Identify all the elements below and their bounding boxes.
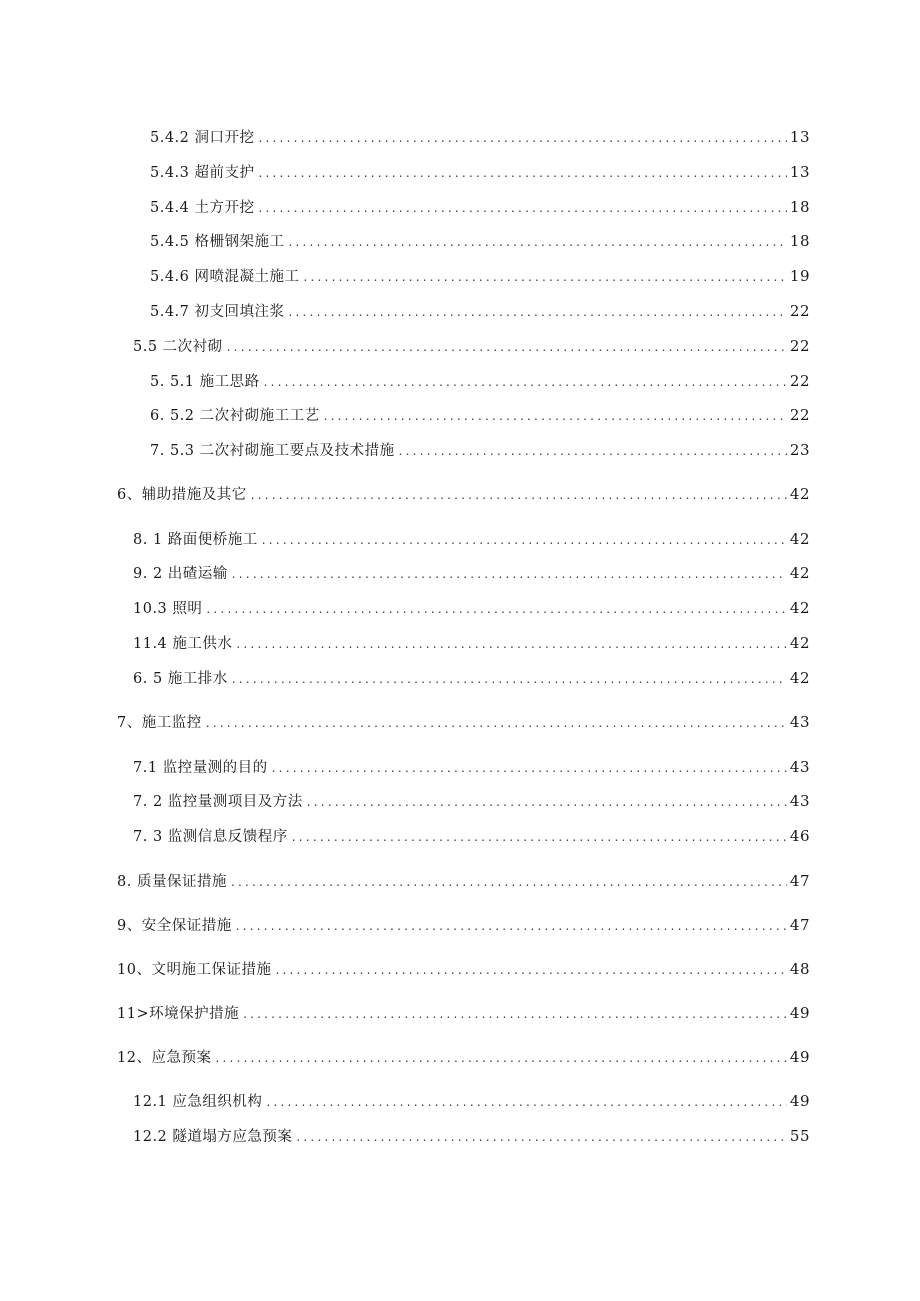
- toc-page-number: 49: [789, 1004, 810, 1022]
- toc-entry[interactable]: [133, 633, 810, 654]
- toc-page-number: 49: [789, 1048, 810, 1066]
- toc-entry-label: 5.4.2 洞口开挖: [150, 130, 255, 146]
- toc-entry[interactable]: [117, 1047, 810, 1068]
- toc-entry-label: 12.2 隧道塌方应急预案: [133, 1129, 293, 1145]
- toc-entry-label: 5.4.3 超前支护: [150, 165, 255, 181]
- toc-page-number: 55: [789, 1127, 810, 1145]
- toc-entry[interactable]: [133, 563, 810, 584]
- toc-page-number: 42: [789, 599, 810, 617]
- toc-page-number: 42: [789, 530, 810, 548]
- dot-leader: [399, 441, 787, 461]
- dot-leader: [243, 1004, 787, 1024]
- toc-entry[interactable]: [117, 1003, 810, 1024]
- toc-entry-label: 10.3 照明: [133, 601, 203, 617]
- toc-entry[interactable]: [150, 231, 810, 252]
- toc-page-number: 43: [789, 713, 810, 731]
- dot-leader: [296, 1127, 787, 1147]
- toc-entry-label: 7. 3 监测信息反馈程序: [133, 829, 288, 845]
- toc-entry-label: 7. 5.3 二次衬砌施工要点及技术措施: [150, 443, 395, 459]
- dot-leader: [259, 198, 787, 218]
- dot-leader: [264, 372, 787, 392]
- toc-entry-label: 7. 2 监控量测项目及方法: [133, 794, 303, 810]
- toc-entry-label: 5.4.5 格栅钢架施工: [150, 234, 285, 250]
- dot-leader: [304, 267, 787, 287]
- toc-page-number: 19: [789, 267, 810, 285]
- toc-page-number: 42: [789, 564, 810, 582]
- dot-leader: [307, 792, 787, 812]
- toc-entry[interactable]: [133, 757, 810, 778]
- dot-leader: [227, 337, 787, 357]
- dot-leader: [206, 713, 787, 733]
- toc-entry[interactable]: [150, 127, 810, 148]
- toc-entry-label: 6、辅助措施及其它: [117, 487, 247, 503]
- toc-entry-label: 6. 5.2 二次衬砌施工工艺: [150, 408, 320, 424]
- toc-entry-label: 8. 1 路面便桥施工: [133, 532, 258, 548]
- toc-entry[interactable]: [117, 871, 810, 892]
- toc-page-number: 46: [789, 827, 810, 845]
- dot-leader: [292, 827, 787, 847]
- toc-page-number: 22: [789, 337, 810, 355]
- toc-entry[interactable]: [133, 826, 810, 847]
- toc-page-number: 42: [789, 669, 810, 687]
- toc-page-number: 43: [789, 758, 810, 776]
- toc-entry-label: 5.4.4 土方开挖: [150, 200, 255, 216]
- toc-entry[interactable]: [133, 1126, 810, 1147]
- toc-page-number: 42: [789, 485, 810, 503]
- toc-entry-label: 11.4 施工供水: [133, 636, 233, 652]
- toc-entry-label: 5.5 二次衬砌: [133, 339, 223, 355]
- toc-entry-label: 12.1 应急组织机构: [133, 1094, 263, 1110]
- toc-entry-label: 8. 质量保证措施: [117, 874, 227, 890]
- toc-entry[interactable]: [150, 440, 810, 461]
- dot-leader: [275, 960, 786, 980]
- dot-leader: [259, 163, 787, 183]
- toc-page-number: 22: [789, 372, 810, 390]
- toc-page-number: 48: [789, 960, 810, 978]
- toc-entry[interactable]: [133, 598, 810, 619]
- toc-entry-label: 7.1 监控量测的目的: [133, 760, 268, 776]
- toc-entry-label: 5.4.7 初支回填注浆: [150, 304, 285, 320]
- toc-page-number: 22: [789, 302, 810, 320]
- dot-leader: [272, 758, 787, 778]
- dot-leader: [289, 232, 787, 252]
- toc-entry-label: 7、施工监控: [117, 715, 202, 731]
- toc-page-number: 43: [789, 792, 810, 810]
- toc-entry[interactable]: [133, 336, 810, 357]
- toc-page-number: 18: [789, 198, 810, 216]
- toc-entry[interactable]: [133, 1091, 810, 1112]
- dot-leader: [236, 916, 787, 936]
- toc-page-number: 13: [789, 163, 810, 181]
- dot-leader: [259, 128, 787, 148]
- toc-entry-label: 11>环境保护措施: [117, 1006, 240, 1022]
- toc-entry-label: 9. 2 出碴运输: [133, 566, 228, 582]
- dot-leader: [206, 599, 787, 619]
- toc-entry[interactable]: [150, 197, 810, 218]
- dot-leader: [231, 872, 787, 892]
- toc-page-number: 18: [789, 232, 810, 250]
- toc-entry[interactable]: [150, 405, 810, 426]
- toc-entry-label: 5.4.6 网喷混凝土施工: [150, 269, 300, 285]
- toc-entry-label: 9、安全保证措施: [117, 918, 232, 934]
- toc-entry[interactable]: [133, 529, 810, 550]
- toc-page-number: 47: [789, 916, 810, 934]
- dot-leader: [262, 530, 787, 550]
- toc-entry[interactable]: [150, 301, 810, 322]
- dot-leader: [324, 406, 787, 426]
- dot-leader: [232, 564, 787, 584]
- dot-leader: [266, 1092, 787, 1112]
- toc-entry[interactable]: [117, 484, 810, 505]
- toc-page-number: 47: [789, 872, 810, 890]
- toc-entry[interactable]: [117, 915, 810, 936]
- toc-entry-label: 12、应急预案: [117, 1050, 212, 1066]
- toc-entry[interactable]: [117, 712, 810, 733]
- dot-leader: [251, 485, 787, 505]
- dot-leader: [289, 302, 787, 322]
- toc-page-number: 49: [789, 1092, 810, 1110]
- toc-page-number: 23: [789, 441, 810, 459]
- toc-entry[interactable]: [117, 959, 810, 980]
- toc-page-number: 22: [789, 406, 810, 424]
- toc-entry[interactable]: [150, 371, 810, 392]
- toc-page-number: 13: [789, 128, 810, 146]
- toc-entry[interactable]: [150, 266, 810, 287]
- toc-entry[interactable]: [133, 791, 810, 812]
- toc-entry[interactable]: [150, 162, 810, 183]
- toc-entry-label: 10、文明施工保证措施: [117, 962, 272, 978]
- dot-leader: [215, 1048, 786, 1068]
- toc-page-number: 42: [789, 634, 810, 652]
- toc-entry[interactable]: [133, 668, 810, 689]
- dot-leader: [232, 669, 787, 689]
- toc-entry-label: 6. 5 施工排水: [133, 671, 228, 687]
- dot-leader: [236, 634, 787, 654]
- toc-entry-label: 5. 5.1 施工思路: [150, 374, 260, 390]
